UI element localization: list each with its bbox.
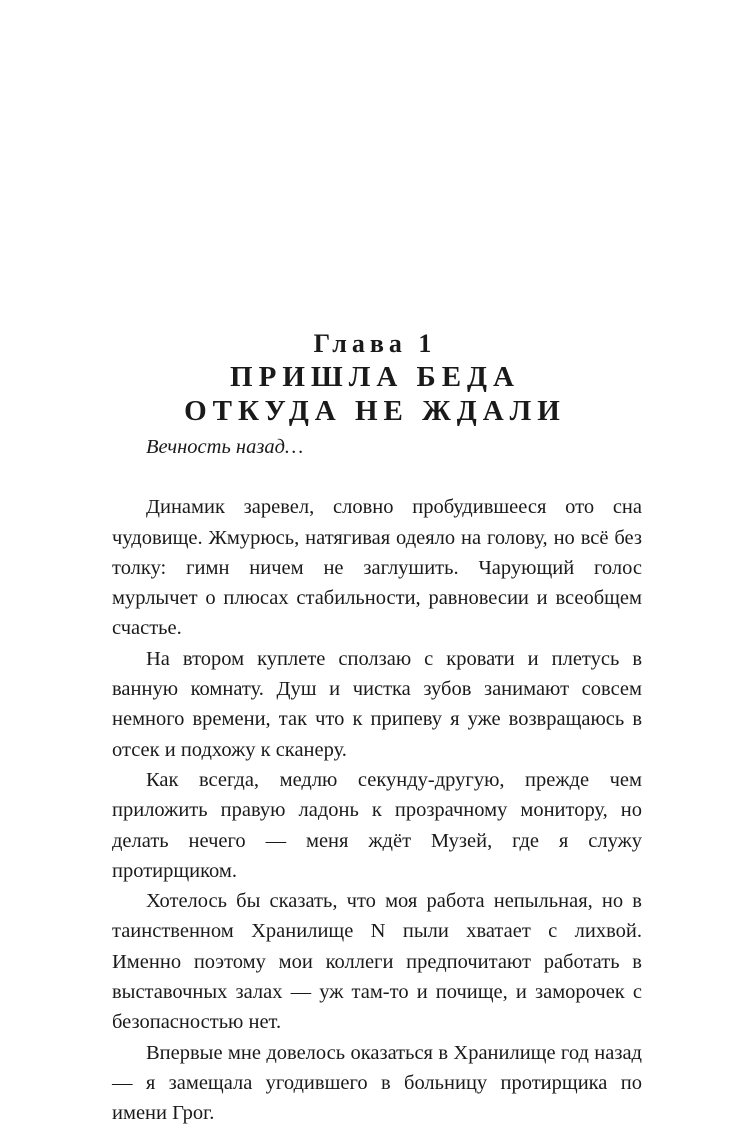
chapter-title-line-2: ОТКУДА НЕ ЖДАЛИ bbox=[184, 395, 566, 427]
chapter-text bbox=[112, 432, 642, 1129]
epigraph: Вечность назад… bbox=[146, 436, 304, 458]
chapter-heading bbox=[0, 328, 750, 428]
paragraph-1: Динамик заревел, словно пробудившееся ото сна чудовище. Жмурюсь, натягивая одеяло на голову, но всё без толку: гимн ничем не заглушить. Чарующий голос мурлычет о плюсах стабильности, равновесии и всеобщем счастье. bbox=[112, 496, 642, 640]
paragraph-4: Хотелось бы сказать, что моя работа непыльная, но в таинственном Хранилище N пыли хватает с лихвой. Именно поэтому мои коллеги предпочитают работать в выставочных залах — уж там-то и почище, и заморочек с безопасностью нет. bbox=[112, 890, 642, 1034]
paragraph-2: На втором куплете сползаю с кровати и плетусь в ванную комнату. Душ и чистка зубов занимают совсем немного времени, так что к припеву я уже возвращаюсь в отсек и подхожу к сканеру. bbox=[112, 647, 642, 761]
paragraph-5: Впервые мне довелось оказаться в Хранилище год назад — я замещала угодившего в больницу протирщика по имени Грог. bbox=[112, 1041, 642, 1125]
chapter-title-line-1: ПРИШЛА БЕДА bbox=[230, 361, 520, 393]
paragraph-3: Как всегда, медлю секунду-другую, прежде чем приложить правую ладонь к прозрачному монитору, но делать нечего — меня ждёт Музей, где я служу протирщиком. bbox=[112, 768, 642, 882]
chapter-number: Глава 1 bbox=[313, 329, 437, 358]
